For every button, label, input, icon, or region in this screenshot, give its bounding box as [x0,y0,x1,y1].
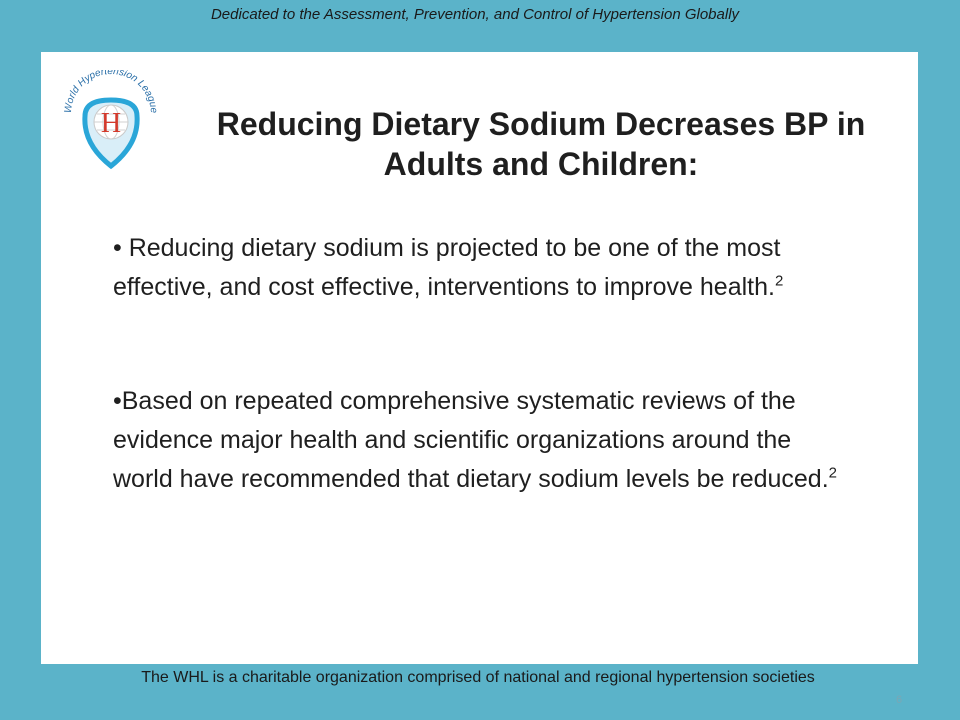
citation-ref: 2 [828,464,838,482]
page-number: 6 [896,694,903,706]
bullet-point [113,382,853,499]
slide-title: Reducing Dietary Sodium Decreases BP in Adults and Children: [216,106,866,182]
bullet-point [113,229,853,307]
logo-h-letter: H [100,108,122,139]
bullet-text: •Based on repeated comprehensive systematic reviews of the evidence major health and scientific organizations around the world have recommended that dietary sodium levels be reduced. [113,387,829,493]
logo-lettering: World Hypertension League [62,70,160,114]
logo-graphic [55,70,167,182]
bullet-text: • Reducing dietary sodium is projected to be one of the most effective, and cost effective, interventions to improve health. [113,234,781,301]
world-hypertension-league-logo [55,70,167,182]
header-tagline: Dedicated to the Assessment, Prevention, and Control of Hypertension Globally [210,6,740,23]
citation-ref: 2 [774,272,784,290]
slide-content-panel [41,52,918,664]
footer-note: The WHL is a charitable organization comprised of national and regional hypertension societies [141,669,815,686]
